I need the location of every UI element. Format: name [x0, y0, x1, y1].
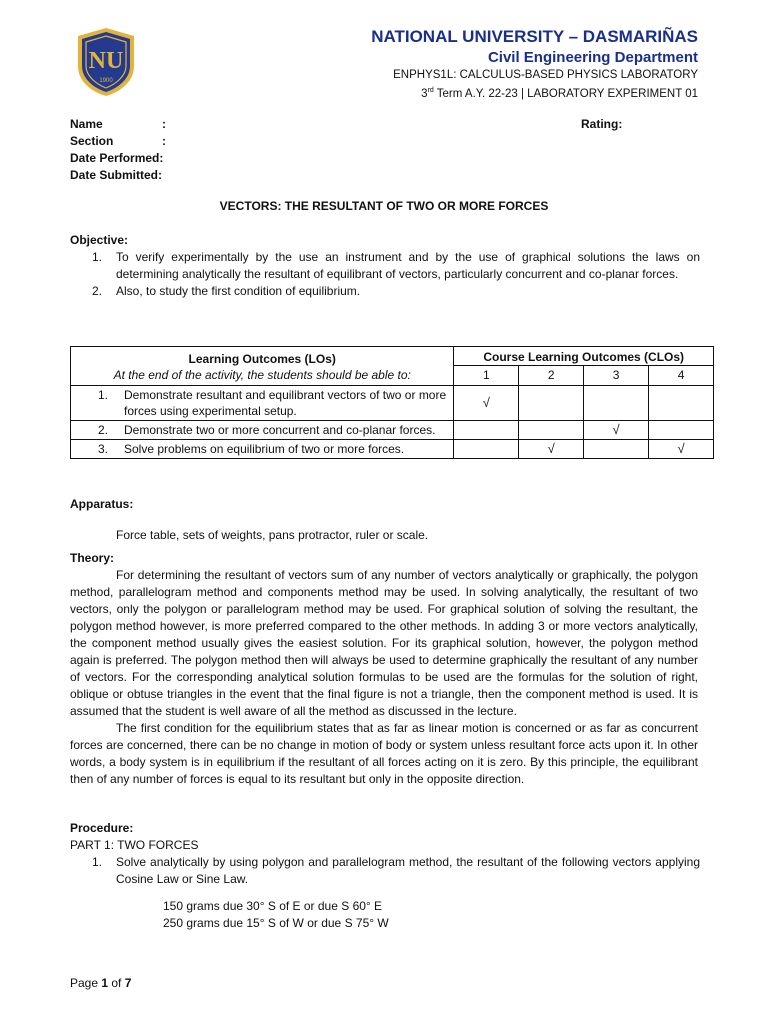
- table-row: [71, 386, 714, 421]
- theory-section: [70, 550, 698, 788]
- clo-number: 4: [649, 366, 714, 386]
- theory-paragraph: The first condition for the equilibrium states that as far as linear motion is concerned or as far as concurrent forces are concerned, there can be no change in motion of body or system unless resultant force acts upon it. In other words, a body system is in equilibrium if the resultant of all forces acting on it is zero. By this principle, the equilibrant then of any number of forces is equal to its resultant but only in the opposite direction.: [70, 721, 698, 786]
- lo-cell: [71, 440, 454, 459]
- page-number: 1: [101, 976, 109, 990]
- lo-cell: [71, 421, 454, 440]
- section-label: Section: [70, 134, 114, 148]
- check-cell: [454, 440, 519, 459]
- check-cell: √: [454, 386, 519, 421]
- term-line: [371, 83, 698, 102]
- lo-subheading: At the end of the activity, the students should be able to:: [113, 368, 411, 382]
- lo-cell: [71, 386, 454, 421]
- step-text: Solve analytically by using polygon and parallelogram method, the resultant of the following vectors applying Cosine Law or Sine Law.: [116, 855, 700, 886]
- lo-header-cell: [71, 347, 454, 386]
- objective-number: 2.: [92, 284, 103, 298]
- procedure-heading: Procedure:: [70, 821, 134, 835]
- check-cell: √: [649, 440, 714, 459]
- page-total: 7: [124, 976, 132, 990]
- part-heading: PART 1: TWO FORCES: [70, 838, 199, 852]
- objective-list: [70, 249, 700, 300]
- check-cell: [584, 440, 649, 459]
- experiment-title: VECTORS: THE RESULTANT OF TWO OR MORE FORCES: [219, 199, 549, 213]
- lo-text: Demonstrate two or more concurrent and co-planar forces.: [124, 423, 436, 437]
- vector-list: [70, 898, 700, 932]
- check-cell: [584, 386, 649, 421]
- page-word: Page: [70, 976, 102, 990]
- check-cell: [454, 421, 519, 440]
- objective-text: Also, to study the first condition of equilibrium.: [116, 284, 361, 298]
- objective-item: [70, 249, 700, 283]
- clo-number: 3: [584, 366, 649, 386]
- objective-text: To verify experimentally by the use an instrument and by the use of graphical solutions the laws on determining analytically the resultant of equilibrant of vectors, particularly concurrent and co-planar forces.: [116, 250, 700, 281]
- term-ordinal: 3: [421, 87, 428, 100]
- objective-number: 1.: [92, 250, 103, 264]
- table-row: [71, 421, 714, 440]
- check-cell: [649, 386, 714, 421]
- clo-number: 2: [519, 366, 584, 386]
- clo-heading: Course Learning Outcomes (CLOs): [454, 347, 714, 366]
- procedure-section: [70, 820, 700, 932]
- logo-monogram: NU: [88, 48, 124, 74]
- step-number: 1.: [92, 855, 103, 869]
- term-suffix: rd: [427, 87, 434, 94]
- theory-heading: Theory:: [70, 551, 115, 565]
- theory-paragraph: For determining the resultant of vectors sum of any number of vectors analytically or graphically, the polygon method, parallelogram method and components method may be used. In solving analytically, the resultant of two vectors, only the polygon or parallelogram method may be used. For graphical solution of solving the resultant, the polygon method however, is more preferred compared to the other methods. In adding 3 or more vectors analytically, the component method usually gives the easiest solution. For its graphical solution, however, the polygon method again is preferred. The polygon method then will always be used to determine graphically the resultant of any number of vectors. For the corresponding analytical solution formulas to be used are the formulas for the solution of right, oblique or obtuse triangles in the event that the final figure is not a triangle, then the component method is used. It is assumed that the student is well aware of all the method as discussed in the lecture.: [70, 568, 698, 718]
- lo-heading: Learning Outcomes (LOs): [188, 352, 336, 366]
- date-performed-label: Date Performed:: [70, 151, 164, 165]
- vector-item: 250 grams due 15° S of W or due S 75° W: [163, 916, 389, 930]
- clo-number: 1: [454, 366, 519, 386]
- procedure-list: [70, 854, 700, 888]
- check-cell: [519, 421, 584, 440]
- lo-text: Solve problems on equilibrium of two or more forces.: [124, 442, 405, 456]
- learning-outcomes-table: [70, 346, 714, 459]
- rating-label: Rating:: [581, 117, 623, 131]
- page-footer: [70, 975, 131, 992]
- vector-item: 150 grams due 30° S of E or due S 60° E: [163, 899, 383, 913]
- document-header: [371, 26, 698, 102]
- university-logo: [74, 26, 138, 98]
- lo-number: 3.: [98, 442, 109, 456]
- date-submitted-label: Date Submitted:: [70, 168, 163, 182]
- course-title: ENPHYS1L: CALCULUS-BASED PHYSICS LABORATORY: [393, 69, 698, 81]
- table-row: [71, 440, 714, 459]
- department-name: Civil Engineering Department: [487, 49, 698, 66]
- check-cell: [519, 386, 584, 421]
- check-cell: [649, 421, 714, 440]
- student-info: [70, 116, 166, 184]
- check-cell: √: [584, 421, 649, 440]
- of-word: of: [108, 976, 125, 990]
- apparatus-text: Force table, sets of weights, pans protractor, ruler or scale.: [116, 528, 429, 542]
- lo-text: Demonstrate resultant and equilibrant vectors of two or more forces using experimental setup.: [124, 388, 447, 418]
- section-colon: :: [162, 134, 166, 148]
- term-rest: Term A.Y. 22-23 | LABORATORY EXPERIMENT 01: [433, 87, 698, 100]
- objective-item: [70, 283, 700, 300]
- logo-year: 1900: [99, 78, 113, 84]
- procedure-step: [70, 854, 700, 888]
- lo-number: 1.: [98, 388, 109, 402]
- check-cell: √: [519, 440, 584, 459]
- objective-section: [70, 232, 700, 300]
- lo-number: 2.: [98, 423, 109, 437]
- university-name: NATIONAL UNIVERSITY – DASMARIÑAS: [371, 27, 698, 46]
- name-label: Name: [70, 117, 103, 131]
- name-colon: :: [162, 117, 166, 131]
- objective-heading: Objective:: [70, 233, 129, 247]
- apparatus-heading: Apparatus:: [70, 497, 134, 511]
